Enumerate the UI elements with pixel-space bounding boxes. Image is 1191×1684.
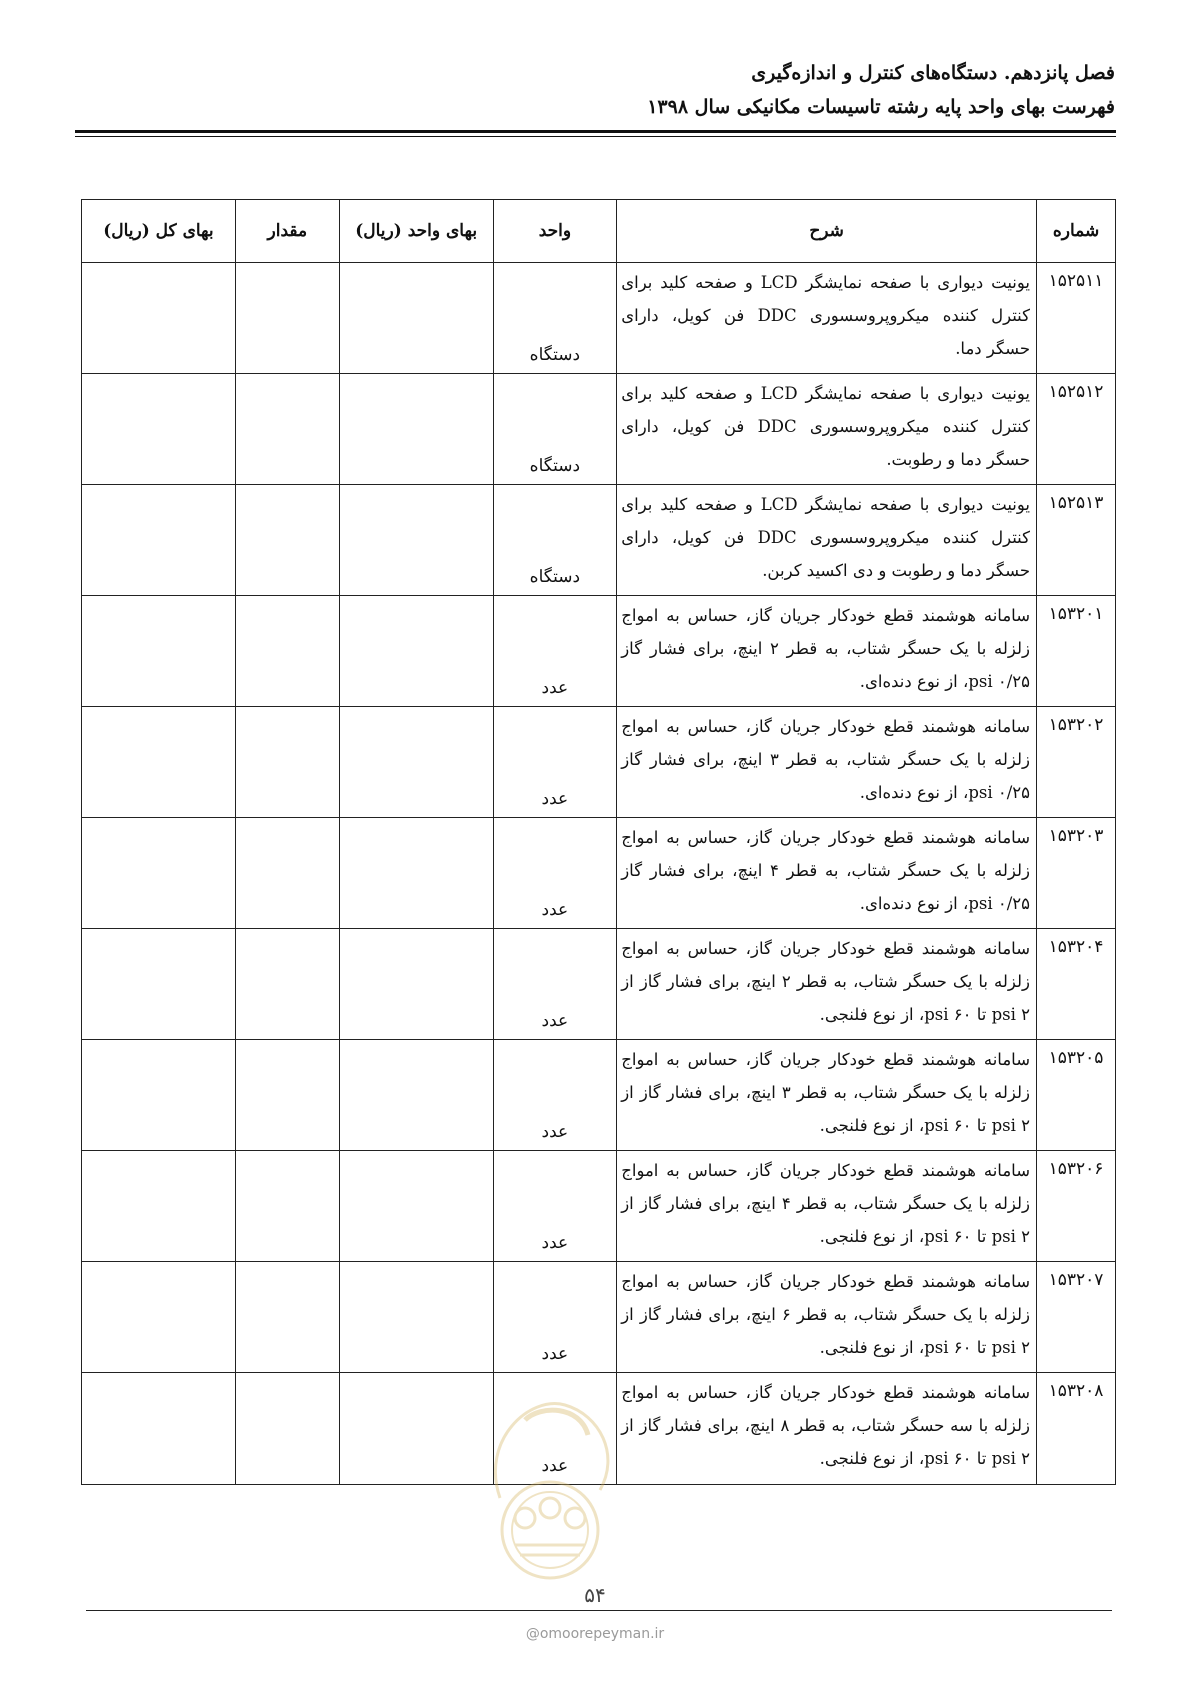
total-price-cell	[82, 374, 236, 485]
total-price-cell	[82, 1040, 236, 1151]
item-number: ۱۵۳۲۰۲	[1037, 707, 1116, 818]
item-description: سامانه هوشمند قطع خودکار جریان گاز، حساس به امواج زلزله با یک حسگر شتاب، به قطر ۶ اینچ، برای فشار گاز از psi ۲ تا psi ۶۰، از نوع فلنجی.	[617, 1262, 1037, 1373]
unit-price-cell	[339, 263, 493, 374]
quantity-cell	[235, 1040, 339, 1151]
quantity-cell	[235, 596, 339, 707]
price-list-title: فهرست بهای واحد پایه رشته تاسیسات مکانیکی سال ۱۳۹۸	[647, 96, 1115, 118]
table-row	[82, 1262, 1116, 1373]
quantity-cell	[235, 929, 339, 1040]
item-number: ۱۵۲۵۱۱	[1037, 263, 1116, 374]
quantity-cell	[235, 1262, 339, 1373]
item-unit: عدد	[493, 1373, 617, 1485]
quantity-cell	[235, 263, 339, 374]
item-unit: عدد	[493, 818, 617, 929]
item-number: ۱۵۳۲۰۳	[1037, 818, 1116, 929]
unit-price-cell	[339, 818, 493, 929]
table-row	[82, 263, 1116, 374]
unit-price-cell	[339, 1262, 493, 1373]
table-row	[82, 485, 1116, 596]
quantity-cell	[235, 818, 339, 929]
item-description: سامانه هوشمند قطع خودکار جریان گاز، حساس به امواج زلزله با یک حسگر شتاب، به قطر ۴ اینچ، برای فشار گاز از psi ۲ تا psi ۶۰، از نوع فلنجی.	[617, 1151, 1037, 1262]
item-description: سامانه هوشمند قطع خودکار جریان گاز، حساس به امواج زلزله با یک حسگر شتاب، به قطر ۳ اینچ، برای فشار گاز psi ۰/۲۵، از نوع دنده‌ای.	[617, 707, 1037, 818]
total-price-cell	[82, 596, 236, 707]
total-price-cell	[82, 707, 236, 818]
unit-price-cell	[339, 707, 493, 818]
item-description: یونیت دیواری با صفحه نمایشگر LCD و صفحه کلید برای کنترل کننده میکروپروسسوری DDC فن کویل، دارای حسگر دما و رطوبت و دی اکسید کربن.	[617, 485, 1037, 596]
item-unit: عدد	[493, 596, 617, 707]
item-number: ۱۵۳۲۰۱	[1037, 596, 1116, 707]
table-row	[82, 818, 1116, 929]
column-header-quantity: مقدار	[235, 200, 339, 263]
item-description: یونیت دیواری با صفحه نمایشگر LCD و صفحه کلید برای کنترل کننده میکروپروسسوری DDC فن کویل، دارای حسگر دما.	[617, 263, 1037, 374]
table-row	[82, 374, 1116, 485]
item-number: ۱۵۳۲۰۷	[1037, 1262, 1116, 1373]
watermark-seal-icon	[470, 1380, 630, 1585]
item-unit: عدد	[493, 1151, 617, 1262]
chapter-title: فصل پانزدهم. دستگاه‌های کنترل و اندازه‌گیری	[751, 62, 1115, 84]
table-row	[82, 1151, 1116, 1262]
item-description: یونیت دیواری با صفحه نمایشگر LCD و صفحه کلید برای کنترل کننده میکروپروسسوری DDC فن کویل، دارای حسگر دما و رطوبت.	[617, 374, 1037, 485]
total-price-cell	[82, 485, 236, 596]
unit-price-cell	[339, 596, 493, 707]
table-row	[82, 707, 1116, 818]
total-price-cell	[82, 263, 236, 374]
footer-rule	[86, 1610, 1112, 1611]
unit-price-cell	[339, 485, 493, 596]
unit-price-cell	[339, 374, 493, 485]
item-unit: عدد	[493, 929, 617, 1040]
table-header-row	[82, 200, 1116, 263]
total-price-cell	[82, 1151, 236, 1262]
item-unit: دستگاه	[493, 485, 617, 596]
unit-price-cell	[339, 929, 493, 1040]
item-description: سامانه هوشمند قطع خودکار جریان گاز، حساس به امواج زلزله با یک حسگر شتاب، به قطر ۴ اینچ، برای فشار گاز psi ۰/۲۵، از نوع دنده‌ای.	[617, 818, 1037, 929]
column-header-description: شرح	[617, 200, 1037, 263]
quantity-cell	[235, 1151, 339, 1262]
item-number: ۱۵۲۵۱۳	[1037, 485, 1116, 596]
item-description: سامانه هوشمند قطع خودکار جریان گاز، حساس به امواج زلزله با یک حسگر شتاب، به قطر ۳ اینچ، برای فشار گاز از psi ۲ تا psi ۶۰، از نوع فلنجی.	[617, 1040, 1037, 1151]
item-unit: عدد	[493, 1040, 617, 1151]
item-number: ۱۵۳۲۰۴	[1037, 929, 1116, 1040]
total-price-cell	[82, 818, 236, 929]
page-number: ۵۴	[584, 1583, 606, 1607]
item-unit: دستگاه	[493, 374, 617, 485]
quantity-cell	[235, 707, 339, 818]
watermark-url: @omoorepeyman.ir	[525, 1626, 665, 1642]
item-number: ۱۵۲۵۱۲	[1037, 374, 1116, 485]
unit-price-cell	[339, 1151, 493, 1262]
item-description: سامانه هوشمند قطع خودکار جریان گاز، حساس به امواج زلزله با یک حسگر شتاب، به قطر ۲ اینچ، برای فشار گاز از psi ۲ تا psi ۶۰، از نوع فلنجی.	[617, 929, 1037, 1040]
table-row	[82, 929, 1116, 1040]
unit-price-cell	[339, 1040, 493, 1151]
column-header-unit-price: بهای واحد (ریال)	[339, 200, 493, 263]
item-description: سامانه هوشمند قطع خودکار جریان گاز، حساس به امواج زلزله با یک حسگر شتاب، به قطر ۲ اینچ، برای فشار گاز psi ۰/۲۵، از نوع دنده‌ای.	[617, 596, 1037, 707]
total-price-cell	[82, 1373, 236, 1485]
item-unit: دستگاه	[493, 263, 617, 374]
item-number: ۱۵۳۲۰۵	[1037, 1040, 1116, 1151]
total-price-cell	[82, 1262, 236, 1373]
table-row	[82, 596, 1116, 707]
item-description: سامانه هوشمند قطع خودکار جریان گاز، حساس به امواج زلزله با سه حسگر شتاب، به قطر ۸ اینچ، برای فشار گاز از psi ۲ تا psi ۶۰، از نوع فلنجی.	[617, 1373, 1037, 1485]
header-rule-thin	[75, 136, 1116, 137]
quantity-cell	[235, 374, 339, 485]
item-unit: عدد	[493, 707, 617, 818]
column-header-number: شماره	[1037, 200, 1116, 263]
item-number: ۱۵۳۲۰۶	[1037, 1151, 1116, 1262]
item-unit: عدد	[493, 1262, 617, 1373]
column-header-unit: واحد	[493, 200, 617, 263]
table-row	[82, 1040, 1116, 1151]
item-number: ۱۵۳۲۰۸	[1037, 1373, 1116, 1485]
column-header-total-price: بهای کل (ریال)	[82, 200, 236, 263]
quantity-cell	[235, 485, 339, 596]
page-header	[75, 56, 1115, 124]
price-table	[81, 199, 1116, 1485]
quantity-cell	[235, 1373, 339, 1485]
total-price-cell	[82, 929, 236, 1040]
header-rule-thick	[75, 130, 1116, 133]
